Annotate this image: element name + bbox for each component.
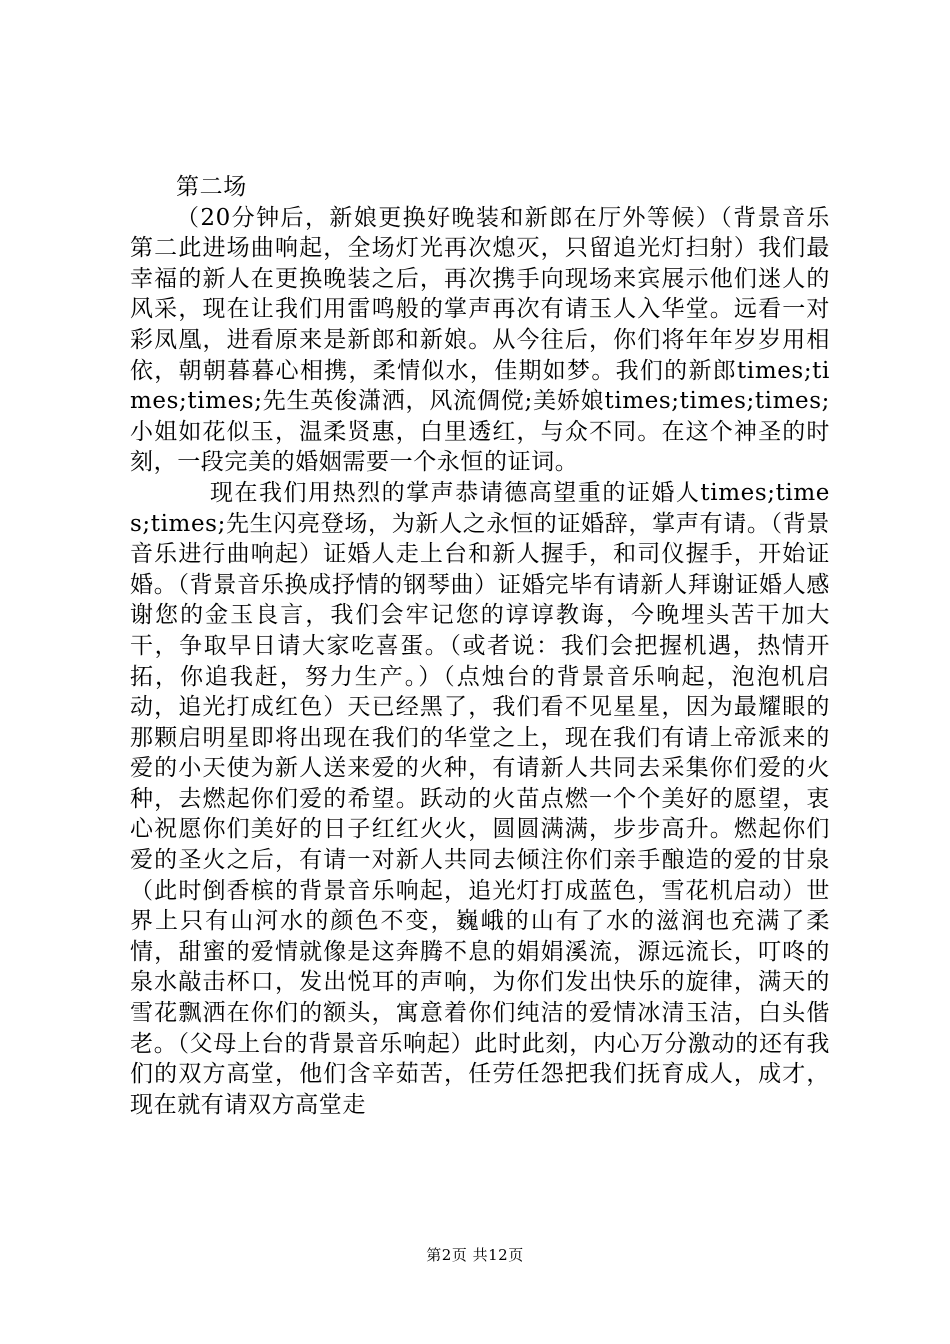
paragraph-ceremony: 现在我们用热烈的掌声恭请德高望重的证婚人times;times;times;先生闪亮登场，为新人之永恒的证婚辞，掌声有请。（背景音乐进行曲响起）证婚人走上台和新人握手，和司仪握手，开始证婚。（背景音乐换成抒情的钢琴曲）证婚完毕有请新人拜谢证婚人感谢您的金玉良言，我们会牢记您的谆谆教诲，今晚埋头苦干加大干，争取早日请大家吃喜蛋。（或者说：我们会把握机遇，热情开拓，你追我赶，努力生产。）（点烛台的背景音乐响起，泡泡机启动，追光打成红色）天已经黑了，我们看不见星星，因为最耀眼的那颗启明星即将出现在我们的华堂之上，现在我们有请上帝派来的爱的小天使为新人送来爱的火种，有请新人共同去采集你们爱的火种，去燃起你们爱的希望。跃动的火苗点燃一个个美好的愿望，衷心祝愿你们美好的日子红红火火，圆圆满满，步步高升。燃起你们爱的圣火之后，有请一对新人共同去倾注你们亲手酿造的爱的甘泉（此时倒香槟的背景音乐响起，追光灯打成蓝色，雪花机启动）世界上只有山河水的颜色不变，巍峨的山有了水的滋润也充满了柔情，甜蜜的爱情就像是这奔腾不息的娟娟溪流，源远流长，叮咚的泉水敲击杯口，发出悦耳的声响，为你们发出快乐的旋律，满天的雪花飘洒在你们的额头，寓意着你们纯洁的爱情冰清玉洁，白头偕老。（父母上台的背景音乐响起）此时此刻，内心万分激动的还有我们的双方高堂，他们含辛茹苦，任劳任怨把我们抚育成人，成才，现在就有请双方高堂走 xyxy=(130,479,830,1118)
document-body xyxy=(130,172,830,1120)
page-footer: 第2页 共12页 xyxy=(426,1246,524,1264)
section-heading: 第二场 xyxy=(176,174,247,200)
paragraph-intro: （20分钟后，新娘更换好晚装和新郎在厅外等候）（背景音乐第二此进场曲响起，全场灯光再次熄灭，只留追光灯扫射）我们最幸福的新人在更换晚装之后，再次携手向现场来宾展示他们迷人的风采，现在让我们用雷鸣般的掌声再次有请玉人入华堂。远看一对彩凤凰，进看原来是新郎和新娘。从今往后，你们将年年岁岁用相依，朝朝暮暮心相携，柔情似水，佳期如梦。我们的新郎times;times;times;先生英俊潇洒，风流倜傥;美娇娘times;times;times;小姐如花似玉，温柔贤惠，白里透红，与众不同。在这个神圣的时刻，一段完美的婚姻需要一个永恒的证词。 xyxy=(130,204,830,476)
